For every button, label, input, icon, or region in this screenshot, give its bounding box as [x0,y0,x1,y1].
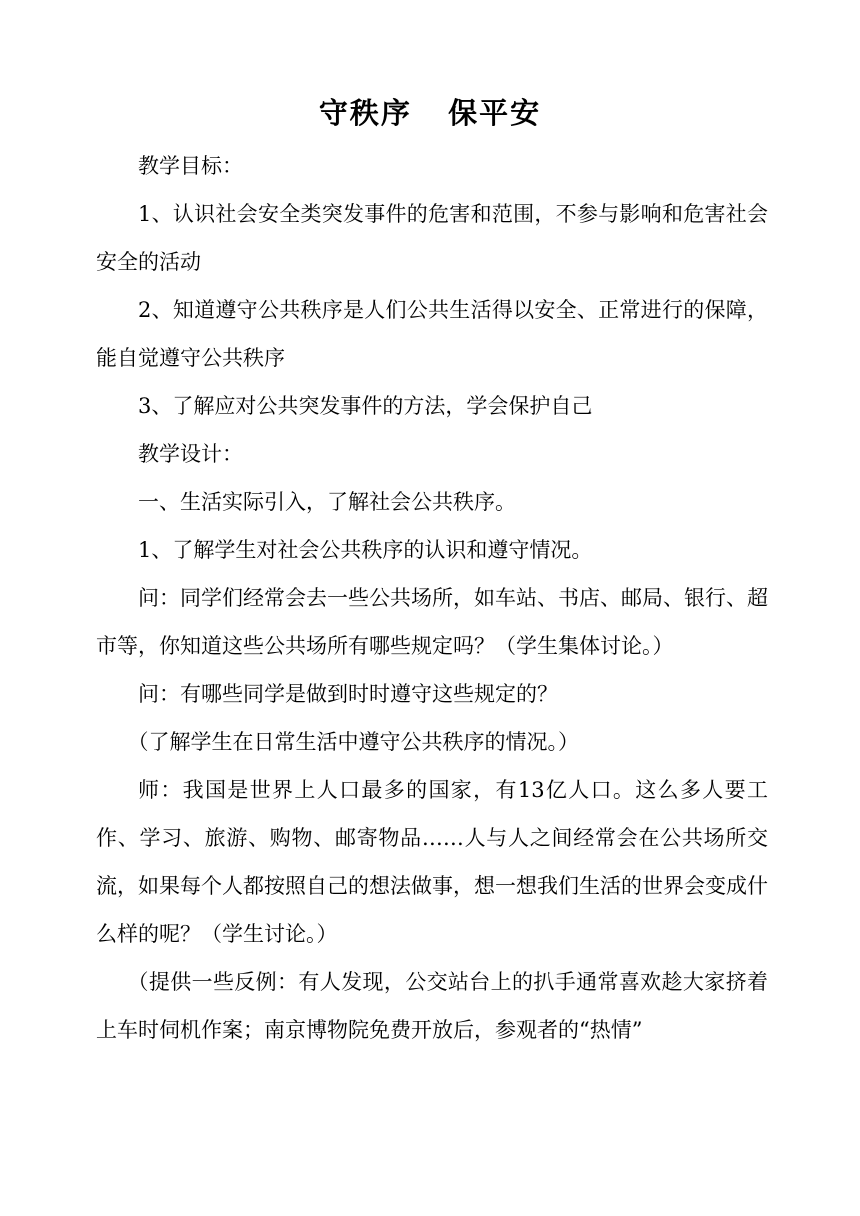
note-paragraph-1: （了解学生在日常生活中遵守公共秩序的情况。） [127,730,579,754]
document-title: 守秩序 保平安 [318,96,542,130]
teacher-paragraph: 师：我国是世界上人口最多的国家，有13亿人口。这么多人要工作、学习、旅游、购物、邮寄物品……人与人之间经常会在公共场所交流，如果每个人都按照自己的想法做事，想一想我们生活的世界会变成什么样的呢？（学生讨论。） [96,778,768,946]
goal-item-3: 3、了解应对公共突发事件的方法，学会保护自己 [138,394,593,418]
goal-item-1: 1、认识社会安全类突发事件的危害和范围，不参与影响和危害社会安全的活动 [96,202,768,274]
note-paragraph-2: （提供一些反例：有人发现，公交站台上的扒手通常喜欢趁大家挤着上车时伺机作案；南京博物院免费开放后，参观者的“热情” [96,970,768,1042]
question-paragraph-2: 问：有哪些同学是做到时时遵守这些规定的？ [138,682,558,706]
section-heading-goals: 教学目标： [138,154,243,178]
goal-item-2: 2、知道遵守公共秩序是人们公共生活得以安全、正常进行的保障，能自觉遵守公共秩序 [96,298,768,370]
document-body [96,142,768,1054]
question-paragraph-1: 问：同学们经常会去一些公共场所，如车站、书店、邮局、银行、超市等，你知道这些公共场所有哪些规定吗？（学生集体讨论。） [96,586,768,658]
section-heading-design: 教学设计： [138,442,243,466]
design-step-1: 1、了解学生对社会公共秩序的认识和遵守情况。 [138,538,593,562]
design-part-1-heading: 一、生活实际引入，了解社会公共秩序。 [138,490,516,514]
